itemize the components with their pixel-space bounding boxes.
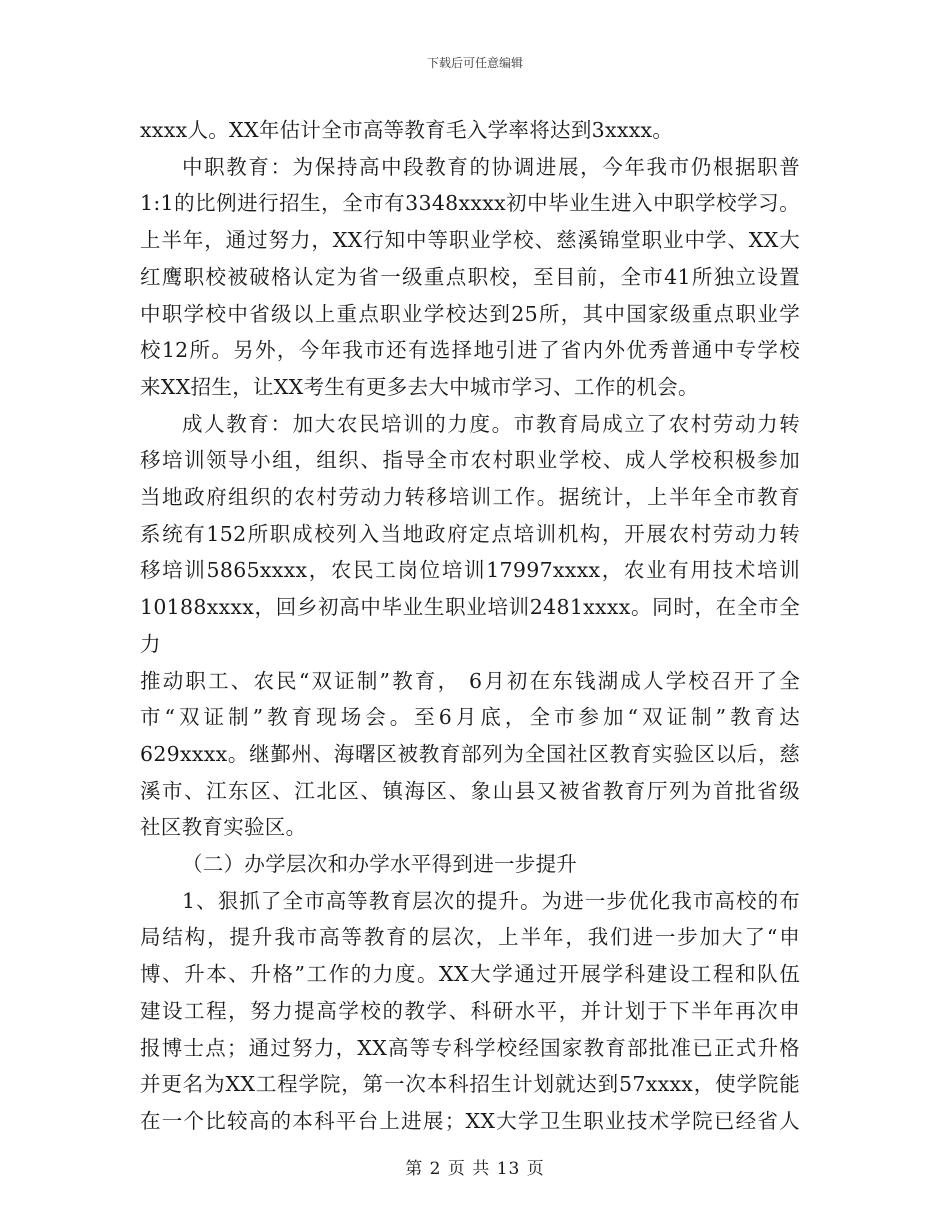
text-line: 移培训领导小组，组织、指导全市农村职业学校、成人学校积极参加 — [140, 448, 800, 473]
text-line: 社区教育实验区。 — [140, 815, 307, 840]
paragraph-vocational-education — [140, 149, 800, 406]
text-line: 报博士点；通过努力，XX高等专科学校经国家教育部批准已正式升格 — [140, 1035, 800, 1060]
text-line: 推动职工、农民“双证制”教育， 6月初在东钱湖成人学校召开了全 — [140, 668, 800, 693]
text-line: 建设工程，努力提高学校的教学、科研水平，并计划于下半年再次申 — [140, 998, 800, 1023]
paragraph-higher-education — [140, 883, 800, 1140]
section-heading — [140, 846, 800, 883]
text-line: 移培训5865xxxx，农民工岗位培训17997xxxx，农业有用技术培训 — [140, 558, 800, 583]
text-line: 市“双证制”教育现场会。至6月底，全市参加“双证制”教育达 — [140, 705, 800, 730]
text-line: 1、狠抓了全市高等教育层次的提升。为进一步优化我市高校的布 — [182, 888, 800, 913]
page-number-footer: 第 2 页 共 13 页 — [405, 1159, 545, 1179]
text-line: 10188xxxx，回乡初高中毕业生职业培训2481xxxx。同时，在全市全力 — [140, 595, 800, 656]
text-line: 成人教育：加大农民培训的力度。市教育局成立了农村劳动力转 — [182, 411, 800, 436]
page-header: 下载后可任意编辑 — [426, 56, 523, 70]
paragraph-continuation — [140, 112, 800, 149]
text-line: 系统有152所职成校列入当地政府定点培训机构，开展农村劳动力转 — [140, 521, 800, 546]
text-line: 校12所。另外，今年我市还有选择地引进了省内外优秀普通中专学校 — [140, 338, 800, 363]
text-line: 局结构，提升我市高等教育的层次，上半年，我们进一步加大了“申 — [140, 925, 800, 950]
text-line: 629xxxx。继鄞州、海曙区被教育部列为全国社区教育实验区以后，慈 — [140, 741, 800, 766]
text-line: xxxx人。XX年估计全市高等教育毛入学率将达到3xxxx。 — [140, 118, 674, 142]
text-line: 中职教育：为保持高中段教育的协调进展，今年我市仍根据职普 — [182, 154, 800, 179]
text-line: 溪市、江东区、江北区、镇海区、象山县又被省教育厅列为首批省级 — [140, 778, 800, 803]
text-line: 上半年，通过努力，XX行知中等职业学校、慈溪锦堂职业中学、XX大 — [140, 228, 800, 253]
text-line: 在一个比较高的本科平台上进展；XX大学卫生职业技术学院已经省人 — [140, 1108, 800, 1133]
section-heading-text: （二）办学层次和办学水平得到进一步提升 — [182, 852, 578, 877]
text-line: 来XX招生，让XX考生有更多去大中城市学习、工作的机会。 — [140, 374, 699, 399]
paragraph-adult-education — [140, 406, 800, 846]
document-body — [140, 112, 800, 1140]
text-line: 博、升本、升格”工作的力度。XX大学通过开展学科建设工程和队伍 — [140, 962, 800, 987]
text-line: 1:1的比例进行招生，全市有3348xxxx初中毕业生进入中职学校学习。 — [140, 191, 800, 216]
text-line: 并更名为XX工程学院，第一次本科招生计划就达到57xxxx，使学院能 — [140, 1072, 800, 1097]
text-line: 中职学校中省级以上重点职业学校达到25所，其中国家级重点职业学 — [140, 301, 800, 326]
text-line: 红鹰职校被破格认定为省一级重点职校，至目前，全市41所独立设置 — [140, 264, 800, 289]
text-line: 当地政府组织的农村劳动力转移培训工作。据统计，上半年全市教育 — [140, 485, 800, 510]
